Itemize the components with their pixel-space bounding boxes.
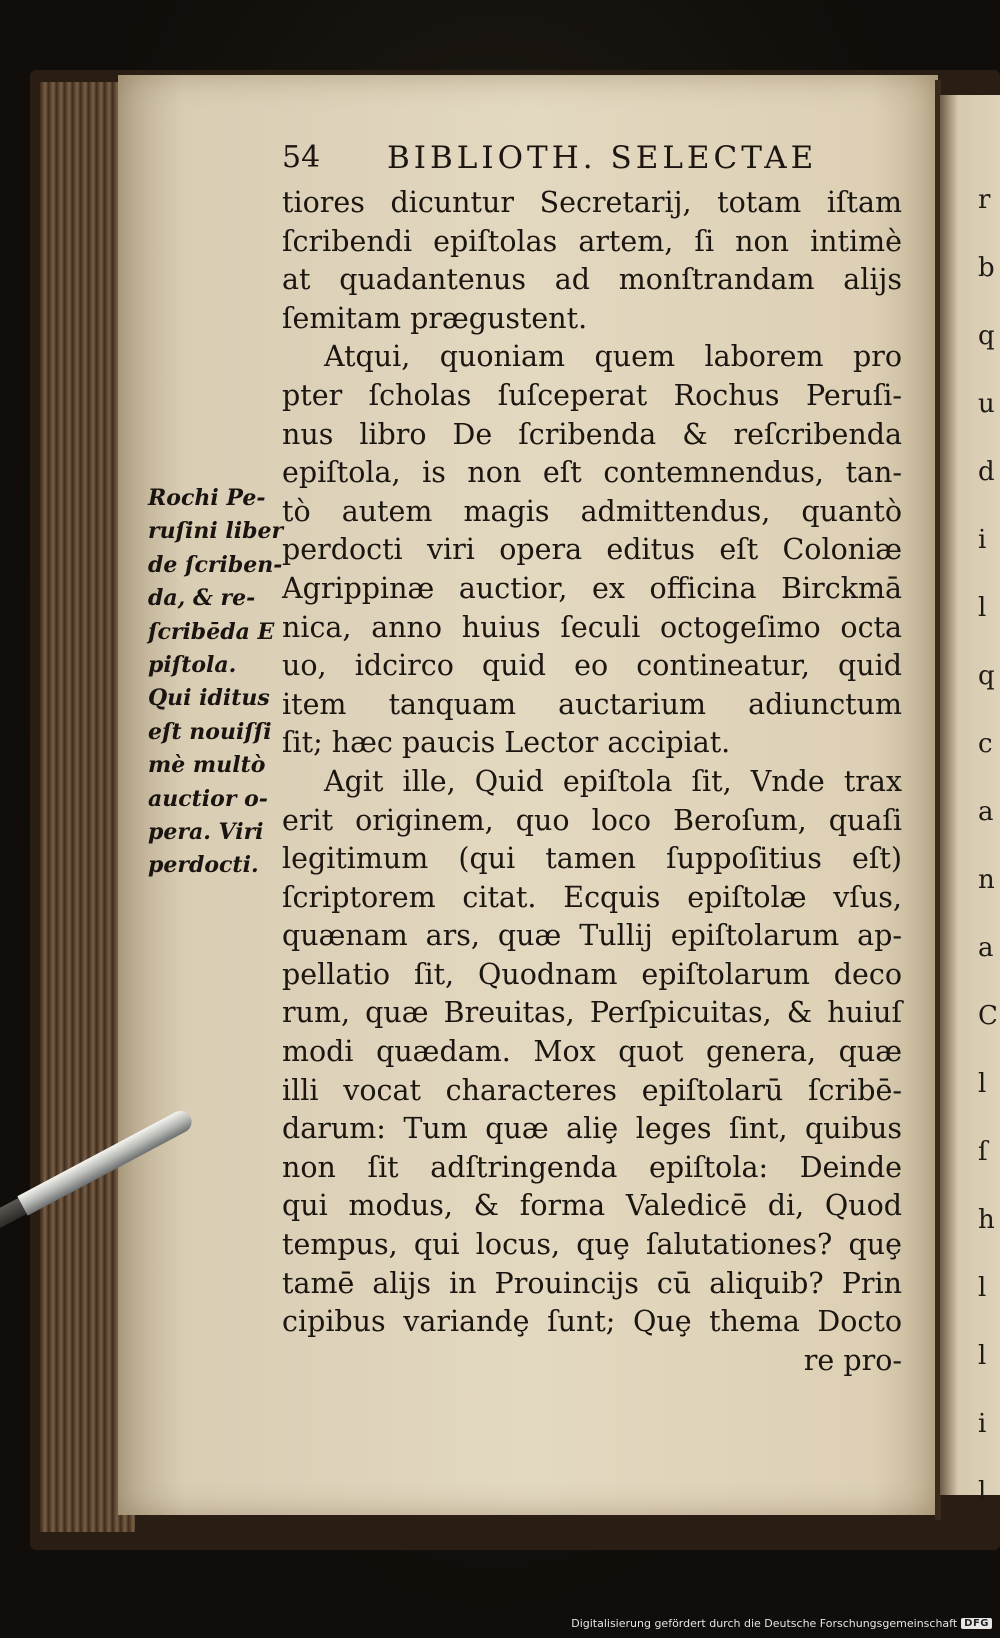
text-line: ſcriptorem citat. Ecquis epiſtolæ vſus,	[282, 880, 902, 914]
text-line: cipibus variandȩ ſunt; Quȩ thema Docto	[282, 1305, 902, 1339]
marginal-note-line: auctior o-	[148, 785, 268, 812]
text-line: ſcribendi epiſtolas artem, ſi non intimè	[282, 224, 902, 258]
facing-page-letter: i	[978, 1409, 987, 1439]
text-line: item tanquam auctarium adiunctum	[282, 687, 902, 721]
credit-text: Digitalisierung gefördert durch die Deutsche Forschungsgemeinschaft	[571, 1617, 958, 1630]
marginal-note-line: ruſini liber	[148, 518, 284, 545]
text-line: ſemitam prægustent.	[282, 301, 588, 335]
text-line: pter ſcholas ſuſceperat Rochus Peruſi-	[282, 378, 902, 412]
marginal-note-line: de ſcriben-	[148, 551, 283, 578]
text-line: rum, quæ Breuitas, Perſpicuitas, & huiuſ	[282, 996, 902, 1030]
facing-page-letter: C	[978, 1001, 998, 1031]
text-line: tempus, qui locus, quȩ ſalutationes? quȩ	[282, 1228, 902, 1262]
facing-page-letter: b	[978, 253, 995, 283]
text-line: pellatio ſit, Quodnam epiſtolarum deco	[282, 957, 902, 991]
facing-page-letter: q	[978, 661, 995, 691]
text-line: modi quædam. Mox quot genera, quæ	[282, 1035, 902, 1069]
marginal-note-line: ſcribēda E	[148, 618, 275, 645]
running-title: BIBLIOTH. SELECTAE	[387, 140, 818, 176]
text-line: tò autem magis admittendus, quantò	[282, 494, 902, 528]
text-line: uo, idcirco quid eo contineatur, quid	[282, 649, 902, 683]
text-line: at quadantenus ad monſtrandam alijs	[282, 263, 902, 297]
facing-page-letter: i	[978, 525, 987, 555]
text-line: re pro-	[803, 1343, 902, 1377]
text-line: darum: Tum quæ aliȩ leges ſint, quibus	[282, 1112, 902, 1146]
page-header	[282, 140, 842, 184]
facing-page	[940, 95, 1000, 1507]
text-line: tamē alijs in Prouincijs cū aliquib? Prin	[282, 1266, 902, 1300]
facing-page-letter: h	[978, 1205, 995, 1235]
facing-page-letter: n	[978, 865, 995, 895]
text-line: epiſtola, is non eſt contemnendus, tan-	[282, 456, 902, 490]
facing-page-letter: c	[978, 729, 993, 759]
marginal-note-line: Qui iditus	[148, 685, 270, 712]
facing-page-letter: l	[978, 1273, 987, 1303]
facing-page-letter: d	[978, 457, 995, 487]
marginal-note-line: perdocti.	[148, 852, 259, 879]
facing-page-letter: q	[978, 321, 995, 351]
text-line: legitimum (qui tamen ſuppoſitius eſt)	[282, 842, 902, 876]
marginal-note	[148, 482, 288, 883]
digitization-credit	[571, 1617, 992, 1630]
facing-page-letter: u	[978, 389, 995, 419]
text-line: quænam ars, quæ Tullij epiſtolarum ap-	[282, 919, 902, 953]
page-number: 54	[282, 140, 321, 175]
facing-page-letter: ſ	[978, 1137, 988, 1167]
text-line: ſit; hæc paucis Lector accipiat.	[282, 726, 731, 760]
marginal-note-line: piſtola.	[148, 652, 237, 679]
text-line: nus libro De ſcribenda & reſcribenda	[282, 417, 902, 451]
facing-page-letter: a	[978, 797, 994, 827]
text-line: tiores dicuntur Secretarij, totam iſtam	[282, 186, 902, 219]
marginal-note-line: Rochi Pe-	[148, 485, 266, 511]
text-line: nica, anno huius ſeculi octogeſimo octa	[282, 610, 902, 644]
facing-page-letter: a	[978, 933, 994, 963]
facing-page-letter: l	[978, 1341, 987, 1371]
text-line: Atqui, quoniam quem laborem pro	[324, 340, 902, 374]
text-line: Agrippinæ auctior, ex officina Birckmā	[282, 571, 902, 605]
text-line: illi vocat characteres epiſtolarū ſcribē-	[282, 1073, 902, 1107]
facing-page-letter: l	[978, 593, 987, 623]
facing-page-letter: r	[978, 185, 991, 215]
facing-page-letter: l	[978, 1069, 987, 1099]
text-line: erit originem, quo loco Beroſum, quaſi	[282, 803, 902, 837]
marginal-note-line: pera. Viri	[148, 819, 264, 846]
text-line: qui modus, & forma Valedicē di, Quod	[282, 1189, 902, 1223]
text-line: Agit ille, Quid epiſtola ſit, Vnde trax	[324, 764, 902, 798]
facing-page-letter: l	[978, 1477, 987, 1507]
text-line: non ſit adſtringenda epiſtola: Deinde	[282, 1150, 902, 1184]
dfg-logo: DFG	[961, 1618, 992, 1629]
marginal-note-line: da, & re-	[148, 585, 256, 612]
text-line: perdocti viri opera editus eſt Coloniæ	[282, 533, 902, 567]
marginal-note-line: mè multò	[148, 752, 266, 779]
marginal-note-line: eſt nouiſſi	[148, 718, 272, 745]
main-text	[282, 184, 902, 1380]
